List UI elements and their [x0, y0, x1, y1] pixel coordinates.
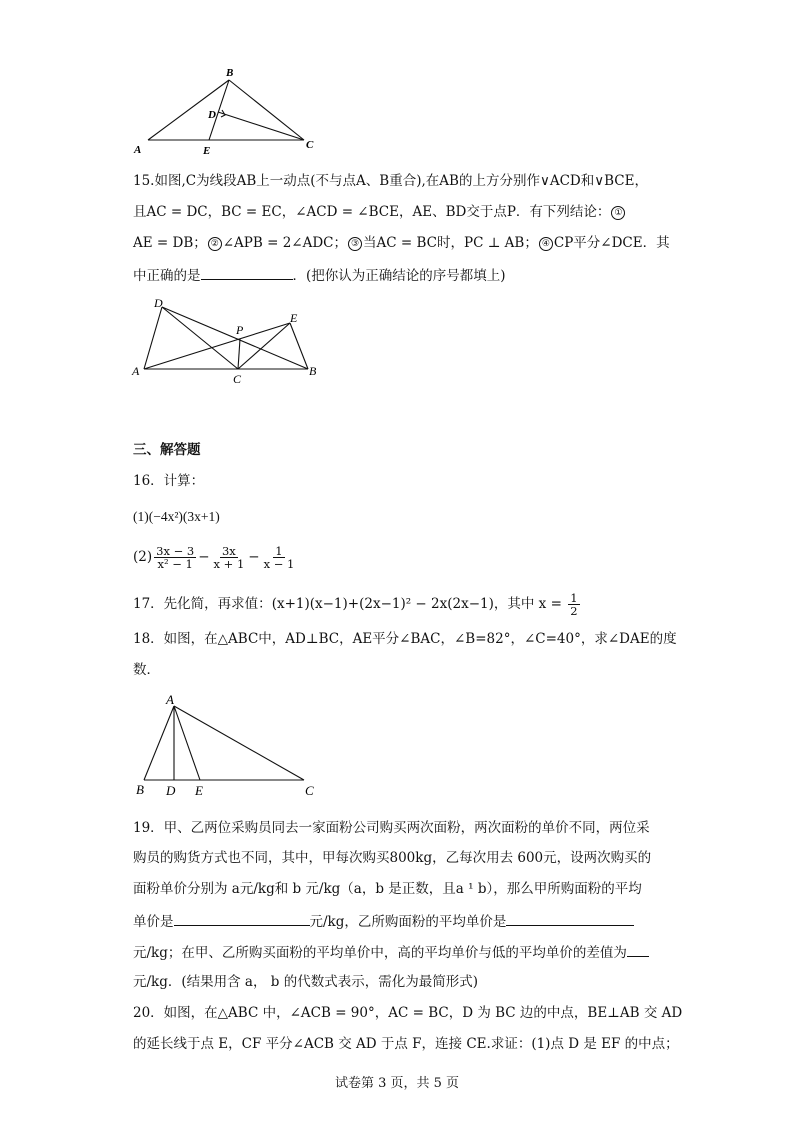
- figure-q14-triangle: [130, 62, 330, 160]
- fraction-2-numerator: 3x: [221, 544, 236, 558]
- q15-line-3: [133, 234, 670, 252]
- q20-line-1: 20．如图，在△ABC 中，∠ACB = 90°，AC = BC，D 为 BC 边的中点，BE⊥AB 交 AD: [133, 1005, 683, 1021]
- q17-fraction-denominator: 2: [570, 604, 578, 618]
- q16-part-2-label: (2): [133, 549, 153, 565]
- q18-line-2: 数．: [133, 662, 160, 678]
- q15-line-2: [133, 203, 626, 221]
- label-e: E: [195, 783, 203, 798]
- q15-text-3d: CP平分∠DCE．其: [553, 235, 670, 251]
- circled-1: ①: [611, 206, 625, 220]
- q19-blank-2[interactable]: [506, 911, 634, 926]
- circled-4: ④: [539, 237, 553, 251]
- q17-fraction-numerator: 1: [570, 591, 578, 605]
- q19-line-1: 19．甲、乙两位采购员同去一家面粉公司购买两次面粉，两次面粉的单价不同，两位采: [133, 820, 650, 836]
- page-footer: 试卷第 3 页，共 5 页: [334, 1076, 460, 1091]
- operator-1: −: [198, 549, 210, 565]
- q15-text-3a: AE = DB；: [133, 235, 207, 251]
- segment-ab: [148, 80, 229, 140]
- segment-bc: [229, 80, 304, 140]
- q20-line-2: 的延长线于点 E，CF 平分∠ACB 交 AD 于点 F，连接 CE.求证：(1)点 D 是 EF 的中点；: [133, 1036, 679, 1052]
- q17-line: [133, 592, 582, 617]
- segment-ce: [238, 323, 290, 369]
- label-p: P: [236, 323, 244, 337]
- q15-line-1: [133, 172, 648, 190]
- q15-text-2: 且AC = DC，BC = EC，∠ACD = ∠BCE，AE、BD交于点P．有下列结论：: [133, 204, 611, 220]
- fraction-2: [212, 545, 247, 570]
- segment-ac: [174, 706, 304, 780]
- circled-3: ③: [348, 237, 362, 251]
- segment-ad-c: [218, 112, 304, 140]
- q15-text-4a: 中正确的是: [133, 268, 201, 284]
- q16-title: 16．计算：: [133, 473, 205, 489]
- q19-blank-3[interactable]: [627, 942, 649, 957]
- label-a: A: [132, 364, 140, 378]
- label-d: D: [154, 296, 163, 310]
- figure-q18-triangle: [130, 690, 330, 800]
- label-c: C: [306, 139, 314, 151]
- circled-2: ②: [208, 237, 222, 251]
- label-d: D: [208, 109, 216, 121]
- label-a: A: [134, 144, 142, 156]
- q19-text-5a: 元/kg；在甲、乙所购买面粉的平均单价中，高的平均单价与低的平均单价的差值为: [133, 945, 627, 961]
- q15-text-4b: ．(把你认为正确结论的序号都填上): [292, 268, 506, 284]
- fraction-3-denominator: x − 1: [263, 557, 295, 571]
- q17-expression: (x+1)(x−1)+(2x−1)² − 2x(2x−1): [271, 596, 494, 612]
- q15-answer-blank[interactable]: [201, 265, 293, 280]
- label-c: C: [233, 372, 242, 386]
- fraction-1-numerator: 3x − 3: [156, 544, 195, 558]
- fraction-1: [154, 545, 196, 570]
- label-d: D: [166, 783, 176, 798]
- segment-ab: [144, 706, 174, 780]
- q16-part-1: (1)(−4x²)(3x+1): [133, 509, 220, 524]
- q15-text-1: 如图,C为线段AB上一动点(不与点A、B重合),在AB的上方分别作∨ACD和∨BCE，: [154, 173, 648, 189]
- q19-line-2: 购员的购货方式也不同，其中，甲每次购买800kg，乙每次用去 600元，设两次购买的: [133, 850, 652, 866]
- label-e: E: [203, 145, 211, 157]
- label-a: A: [166, 692, 174, 707]
- segment-pc: [238, 339, 240, 369]
- q17-text-b: ，其中 x =: [493, 596, 567, 612]
- label-c: C: [305, 783, 314, 798]
- fraction-3: [262, 545, 297, 570]
- q19-line-3: 面粉单价分别为 a元/kg和 b 元/kg（a，b 是正数，且a ¹ b），那么甲所购面粉的平均: [133, 881, 642, 897]
- q15-text-3c: 当AC = BC时，PC ⊥ AB；: [363, 235, 538, 251]
- q15-text-3b: ∠APB = 2∠ADC；: [222, 235, 348, 251]
- label-e: E: [290, 311, 298, 325]
- q19-blank-1[interactable]: [174, 911, 310, 926]
- operator-2: −: [248, 549, 260, 565]
- q16-part-2: [133, 545, 298, 570]
- fraction-3-numerator: 1: [275, 544, 283, 558]
- label-b: B: [226, 67, 234, 79]
- figure-q15: [130, 295, 330, 387]
- q18-line-1: 18．如图，在△ABC中，AD⊥BC，AE平分∠BAC，∠B=82°，∠C=40°，求∠DAE的度: [133, 631, 677, 647]
- segment-db: [162, 307, 308, 369]
- segment-ae: [174, 706, 200, 780]
- q19-text-4a: 单价是: [133, 914, 174, 930]
- q19-line-6: 元/kg．(结果用含 a， b 的代数式表示，需化为最简形式): [133, 974, 478, 990]
- q15-line-4: [133, 265, 506, 285]
- section-title: 三、解答题: [133, 442, 201, 458]
- q19-line-4: [133, 911, 634, 931]
- fraction-2-denominator: x + 1: [213, 557, 245, 571]
- q17-fraction: [568, 592, 579, 617]
- label-b: B: [309, 364, 317, 378]
- q19-line-5: [133, 942, 649, 962]
- q17-text-a: 17．先化简，再求值：: [133, 596, 272, 612]
- q19-text-4b: 元/kg，乙所购面粉的平均单价是: [309, 914, 507, 930]
- label-b: B: [136, 782, 144, 797]
- q15-number: 15.: [133, 173, 155, 189]
- fraction-1-denominator: x² − 1: [157, 557, 193, 571]
- segment-ad: [144, 307, 162, 369]
